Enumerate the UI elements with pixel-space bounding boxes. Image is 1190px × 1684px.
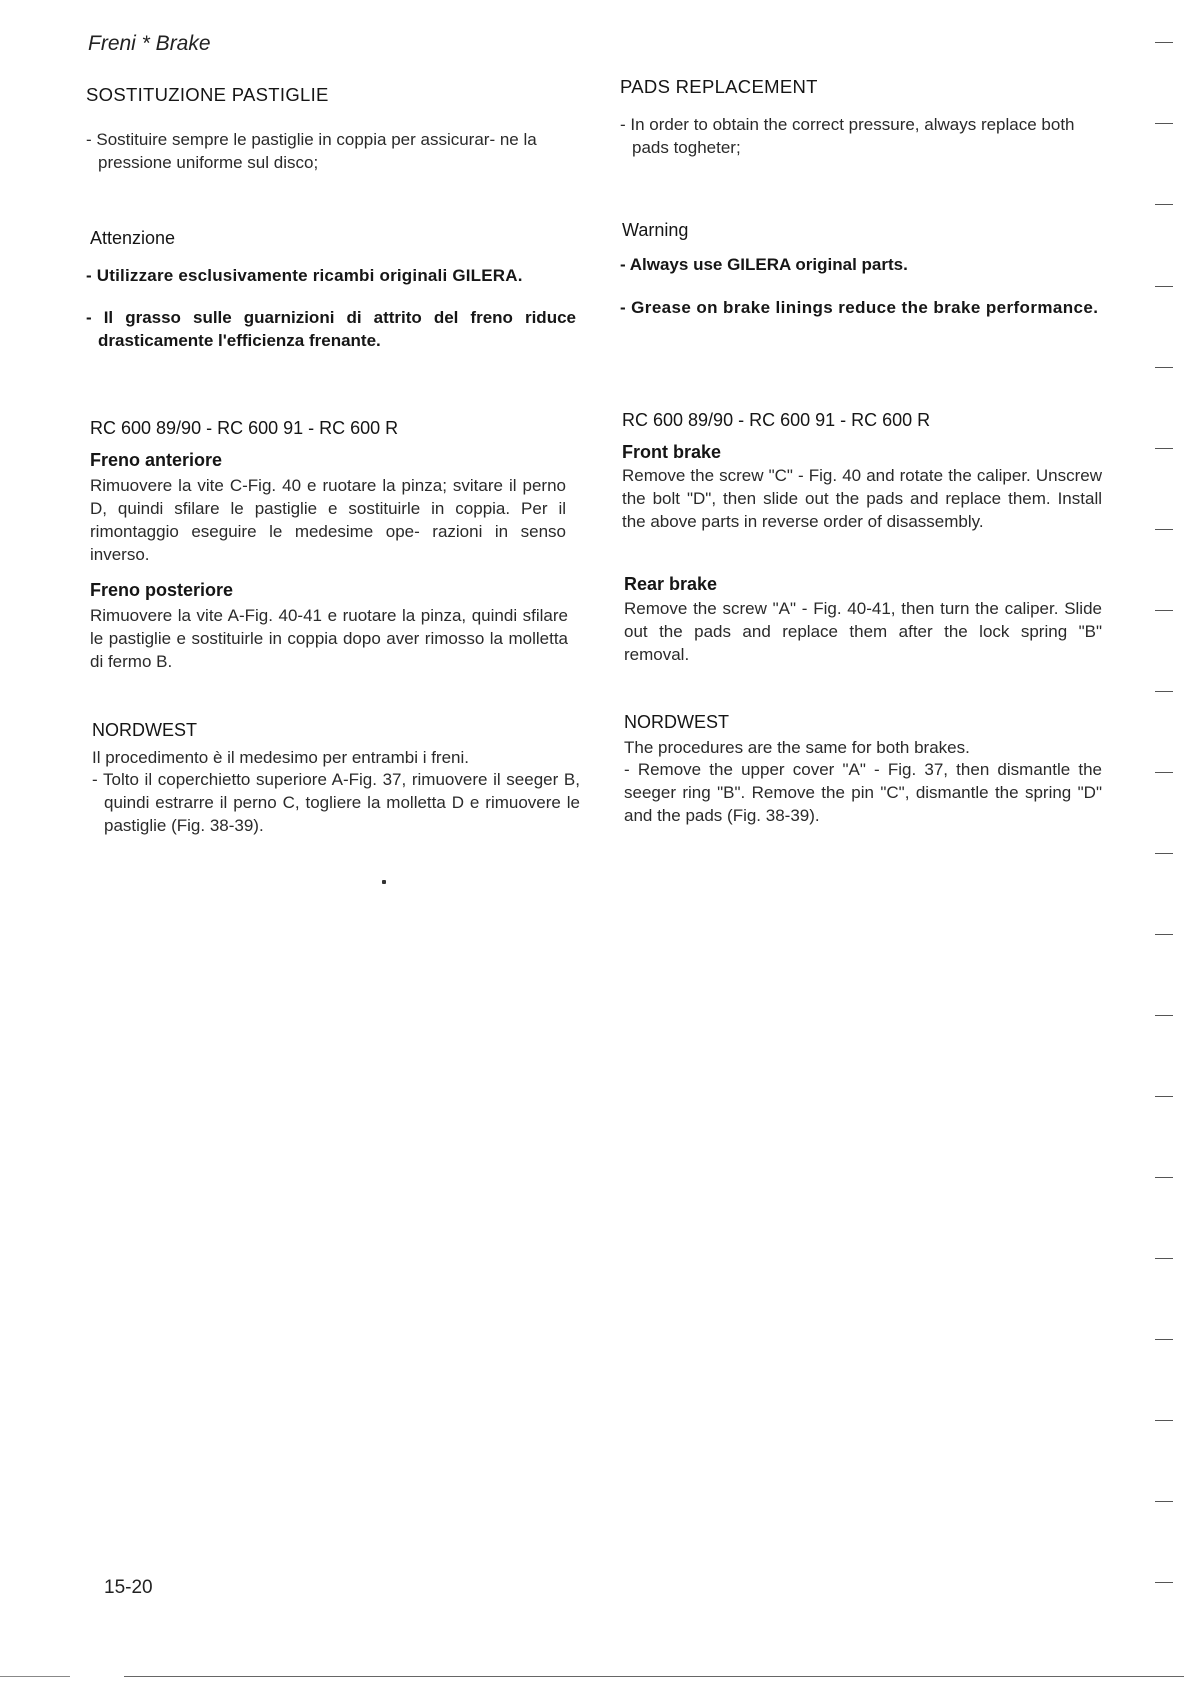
italian-warning-2: - Il grasso sulle guarnizioni di attrito del freno riduce drasticamente l'efficienza frenante. — [86, 308, 576, 350]
english-warning-2: - Grease on brake linings reduce the brake performance. — [620, 298, 1099, 317]
italian-front-title: Freno anteriore — [90, 450, 223, 470]
margin-mark — [1155, 610, 1173, 611]
english-front-text: Remove the screw "C" - Fig. 40 and rotate the caliper. Unscrew the bolt "D", then slide out the pads and replace them. Install the above parts in reverse order of disassembly. — [622, 466, 1102, 531]
margin-mark — [1155, 853, 1173, 854]
italian-nordwest-text-2: - Tolto il coperchietto superiore A-Fig. 37, rimuovere il seeger B, quindi estrarre il perno C, togliere la molletta D e rimuovere le pastiglie (Fig. 38-39). — [92, 770, 580, 835]
print-speck — [382, 880, 386, 884]
page-number: 15-20 — [104, 1577, 153, 1598]
english-warning-1: - Always use GILERA original parts. — [620, 255, 908, 274]
english-rear-title: Rear brake — [624, 574, 718, 594]
margin-mark — [1155, 1420, 1173, 1421]
italian-models: RC 600 89/90 - RC 600 91 - RC 600 R — [90, 418, 399, 438]
italian-title: SOSTITUZIONE PASTIGLIE — [86, 84, 329, 105]
english-models: RC 600 89/90 - RC 600 91 - RC 600 R — [622, 410, 931, 430]
english-nordwest-text-2: - Remove the upper cover "A" - Fig. 37, then dismantle the seeger ring "B". Remove the pin "C", dismantle the spring "D" and the pads (Fig. 38-39). — [624, 760, 1102, 825]
running-header: Freni * Brake — [88, 32, 211, 55]
margin-mark — [1155, 1339, 1173, 1340]
margin-mark — [1155, 42, 1173, 43]
margin-mark — [1155, 1015, 1173, 1016]
english-rear-text: Remove the screw "A" - Fig. 40-41, then turn the caliper. Slide out the pads and replace them after the lock spring "B" removal. — [624, 599, 1102, 664]
italian-warning-title: Attenzione — [90, 228, 176, 248]
margin-mark — [1155, 448, 1173, 449]
margin-mark — [1155, 1582, 1173, 1583]
bottom-rule-left — [0, 1676, 70, 1677]
italian-front-text: Rimuovere la vite C-Fig. 40 e ruotare la pinza; svitare il perno D, quindi sfilare le pastiglie e sostituirle in coppia. Per il rimontaggio eseguire le medesime ope- razioni in senso inverso. — [90, 476, 566, 564]
italian-rear-title: Freno posteriore — [90, 580, 234, 600]
english-front-title: Front brake — [622, 442, 722, 462]
margin-mark — [1155, 1501, 1173, 1502]
italian-nordwest-text-1: Il procedimento è il medesimo per entrambi i freni. — [92, 748, 469, 767]
margin-mark — [1155, 1096, 1173, 1097]
margin-mark — [1155, 691, 1173, 692]
english-title: PADS REPLACEMENT — [620, 76, 818, 97]
margin-mark — [1155, 1258, 1173, 1259]
margin-mark — [1155, 934, 1173, 935]
english-warning-title: Warning — [622, 220, 689, 240]
margin-mark — [1155, 772, 1173, 773]
english-nordwest-title: NORDWEST — [624, 712, 729, 732]
margin-mark — [1155, 123, 1173, 124]
margin-mark — [1155, 204, 1173, 205]
margin-mark — [1155, 1177, 1173, 1178]
english-nordwest-text-1: The procedures are the same for both brakes. — [624, 738, 970, 757]
italian-nordwest-title: NORDWEST — [92, 720, 197, 740]
italian-warning-1: - Utilizzare esclusivamente ricambi originali GILERA. — [86, 266, 523, 285]
italian-rear-text: Rimuovere la vite A-Fig. 40-41 e ruotare la pinza, quindi sfilare le pastiglie e sostituirle in coppia dopo aver rimosso la molletta di fermo B. — [90, 606, 568, 671]
bottom-rule — [124, 1676, 1184, 1677]
margin-mark — [1155, 286, 1173, 287]
margin-mark — [1155, 529, 1173, 530]
margin-mark — [1155, 367, 1173, 368]
italian-intro: - Sostituire sempre le pastiglie in coppia per assicurar- ne la pressione uniforme sul disco; — [86, 130, 537, 172]
english-intro: - In order to obtain the correct pressure, always replace both pads togheter; — [620, 115, 1075, 157]
